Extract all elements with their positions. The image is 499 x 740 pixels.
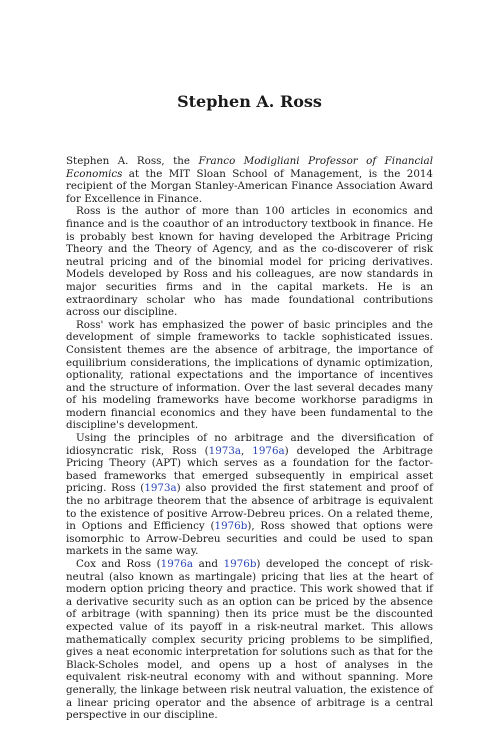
text-run: Using the principles of no arbitrage and the diversification of idiosyncratic risk, Ross ( <box>66 432 433 457</box>
paragraph <box>66 205 433 318</box>
citation-link[interactable]: 1976a <box>160 558 193 570</box>
paragraph <box>66 155 433 205</box>
citation-link[interactable]: 1973a <box>144 482 177 495</box>
article-body <box>66 155 433 722</box>
paragraph <box>66 319 433 432</box>
citation-link[interactable]: 1973a <box>208 444 242 457</box>
text-run: and <box>193 558 224 570</box>
page-title: Stephen A. Ross <box>177 92 322 111</box>
text-run: , <box>241 444 253 457</box>
text-run: ) developed the concept of risk-neutral (also known as martingale) pricing that lies at the heart of modern option pricing theory and practice. This work showed that if a derivative security such as an option can be priced by the absence of arbitrage (with spanning) then its price must be the discounted expected value of its payoff in a risk-neutral market. This allows mathematically complex security pricing problems to be simplified, gives a neat economic interpretation for solutions such as that for the Black-Scholes model, and opens up a host of analyses in the equivalent risk-neutral economy with and without spanning. More generally, the linkage between risk neutral valuation, the existence of a linear pricing operator and the absence of arbitrage is a central perspective in our discipline. <box>66 558 433 722</box>
paragraph <box>66 558 433 722</box>
text-run: Stephen A. Ross, the <box>66 155 199 167</box>
italic-text: Franco Modigliani Professor of Financial Economics <box>66 155 433 180</box>
text-run: ), Ross showed that options were isomorphic to Arrow-Debreu securities and could be used to span markets in the same way. <box>66 520 433 558</box>
paragraph <box>66 432 433 558</box>
citation-link[interactable]: 1976a <box>252 444 285 457</box>
text-run: ) also provided the first statement and proof of the no arbitrage theorem that the absence of arbitrage is equivalent to the existence of positive Arrow-Debreu prices. On a related theme, in Options and Efficiency ( <box>66 482 433 533</box>
text-run: at the MIT Sloan School of Management, is the 2014 recipient of the Morgan Stanley-American Finance Association Award for Excellence in Finance. <box>66 167 433 205</box>
citation-link[interactable]: 1976b <box>223 558 257 570</box>
text-run: Cox and Ross ( <box>76 558 161 570</box>
citation-link[interactable]: 1976b <box>214 520 248 533</box>
text-run: ) developed the Arbitrage Pricing Theory (APT) which serves as a foundation for the factor-based frameworks that emerged subsequently in empirical asset pricing. Ross ( <box>66 444 433 495</box>
text-run: Ross is the author of more than 100 articles in economics and finance and is the coauthor of an introductory textbook in finance. He is probably best known for having developed the Arbitrage Pricing Theory and the Theory of Agency, and as the co-discoverer of risk neutral pricing and of the binomial model for pricing derivatives. Models developed by Ross and his colleagues, are now standards in major securities firms and in the capital markets. He is an extraordinary scholar who has made foundational contributions across our discipline. <box>66 205 433 319</box>
text-run: Ross' work has emphasized the power of basic principles and the development of simple frameworks to tackle sophisticated issues. Consistent themes are the absence of arbitrage, the importance of equilibrium considerations, the implications of dynamic optimization, optionality, rational expectations and the importance of incentives and the structure of information. Over the last several decades many of his modeling frameworks have become workhorse paradigms in modern financial economics and they have been fundamental to the discipline's development. <box>66 318 433 432</box>
